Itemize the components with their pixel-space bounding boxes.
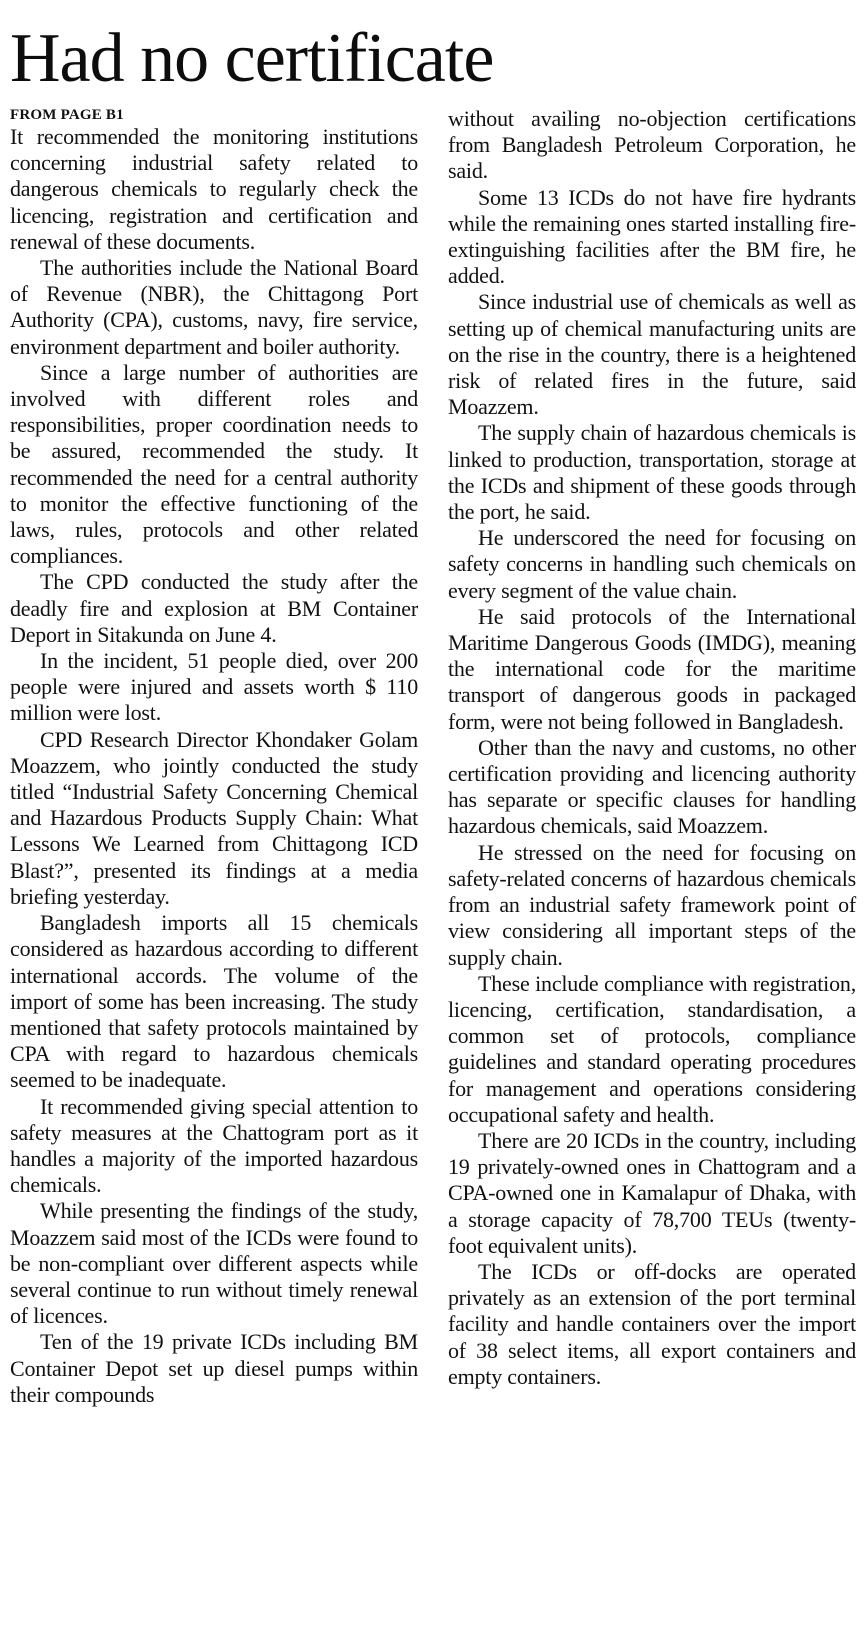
paragraph: He underscored the need for focusing on safety concerns in handling such chemicals on every segment of the value chain. xyxy=(448,525,856,603)
paragraph: Since industrial use of chemicals as well as setting up of chemical manufacturing units are on the rise in the country, there is a heightened risk of related fires in the future, said Moazzem. xyxy=(448,289,856,420)
article-column-right xyxy=(448,106,856,1390)
paragraph: The supply chain of hazardous chemicals is linked to production, transportation, storage at the ICDs and shipment of these goods through the port, he said. xyxy=(448,420,856,525)
paragraph: The ICDs or off-docks are operated privately as an extension of the port terminal facility and handle containers over the import of 38 select items, all export containers and empty containers. xyxy=(448,1258,856,1389)
paragraph: Other than the navy and customs, no other certification providing and licencing authority has separate or specific clauses for handling hazardous chemicals, said Moazzem. xyxy=(448,734,856,839)
article-column-left xyxy=(10,106,418,1408)
paragraph: In the incident, 51 people died, over 200 people were injured and assets worth $ 110 million were lost. xyxy=(10,648,418,726)
article-headline: Had no certificate xyxy=(10,20,494,97)
continued-from-kicker: FROM PAGE B1 xyxy=(10,107,124,123)
paragraph: without availing no-objection certifications from Bangladesh Petroleum Corporation, he said. xyxy=(448,106,856,184)
paragraph: He stressed on the need for focusing on safety-related concerns of hazardous chemicals from an industrial safety framework point of view considering all important steps of the supply chain. xyxy=(448,839,856,970)
paragraph: CPD Research Director Khondaker Golam Moazzem, who jointly conducted the study titled “Industrial Safety Concerning Chemical and Hazardous Products Supply Chain: What Lessons We Learned from Chittagong ICD Blast?”, presented its findings at a media briefing yesterday. xyxy=(10,726,418,909)
paragraph: It recommended the monitoring institutions concerning industrial safety related to dangerous chemicals to regularly check the licencing, registration and certification and renewal of these documents. xyxy=(10,124,418,254)
paragraph: Ten of the 19 private ICDs including BM Container Depot set up diesel pumps within their compounds xyxy=(10,1329,418,1407)
paragraph: The CPD conducted the study after the deadly fire and explosion at BM Container Deport in Sitakunda on June 4. xyxy=(10,569,418,647)
paragraph: The authorities include the National Board of Revenue (NBR), the Chittagong Port Authority (CPA), customs, navy, fire service, environment department and boiler authority. xyxy=(10,255,418,359)
paragraph: It recommended giving special attention to safety measures at the Chattogram port as it handles a majority of the imported hazardous chemicals. xyxy=(10,1093,418,1198)
paragraph: He said protocols of the International Maritime Dangerous Goods (IMDG), meaning the international code for the maritime transport of dangerous goods in packaged form, were not being followed in Bangladesh. xyxy=(448,603,856,734)
paragraph: There are 20 ICDs in the country, including 19 privately-owned ones in Chattogram and a CPA-owned one in Kamalapur of Dhaka, with a storage capacity of 78,700 TEUs (twenty-foot equivalent units). xyxy=(448,1127,856,1258)
paragraph: While presenting the findings of the study, Moazzem said most of the ICDs were found to be non-compliant over different aspects while several continue to run without timely renewal of licences. xyxy=(10,1198,418,1329)
paragraph: Some 13 ICDs do not have fire hydrants while the remaining ones started installing fire-extinguishing facilities after the BM fire, he added. xyxy=(448,184,856,289)
news-article xyxy=(10,0,858,1652)
paragraph: Since a large number of authorities are involved with different roles and responsibilities, proper coordination needs to be assured, recommended the study. It recommended the need for a central authority to monitor the effective functioning of the laws, rules, protocols and other related compliances. xyxy=(10,359,418,569)
paragraph: These include compliance with registration, licencing, certification, standardisation, a common set of protocols, compliance guidelines and standard operating procedures for management and operations considering occupational safety and health. xyxy=(448,970,856,1127)
paragraph: Bangladesh imports all 15 chemicals considered as hazardous according to different international accords. The volume of the import of some has been increasing. The study mentioned that safety protocols maintained by CPA with regard to hazardous chemicals seemed to be inadequate. xyxy=(10,910,418,1093)
